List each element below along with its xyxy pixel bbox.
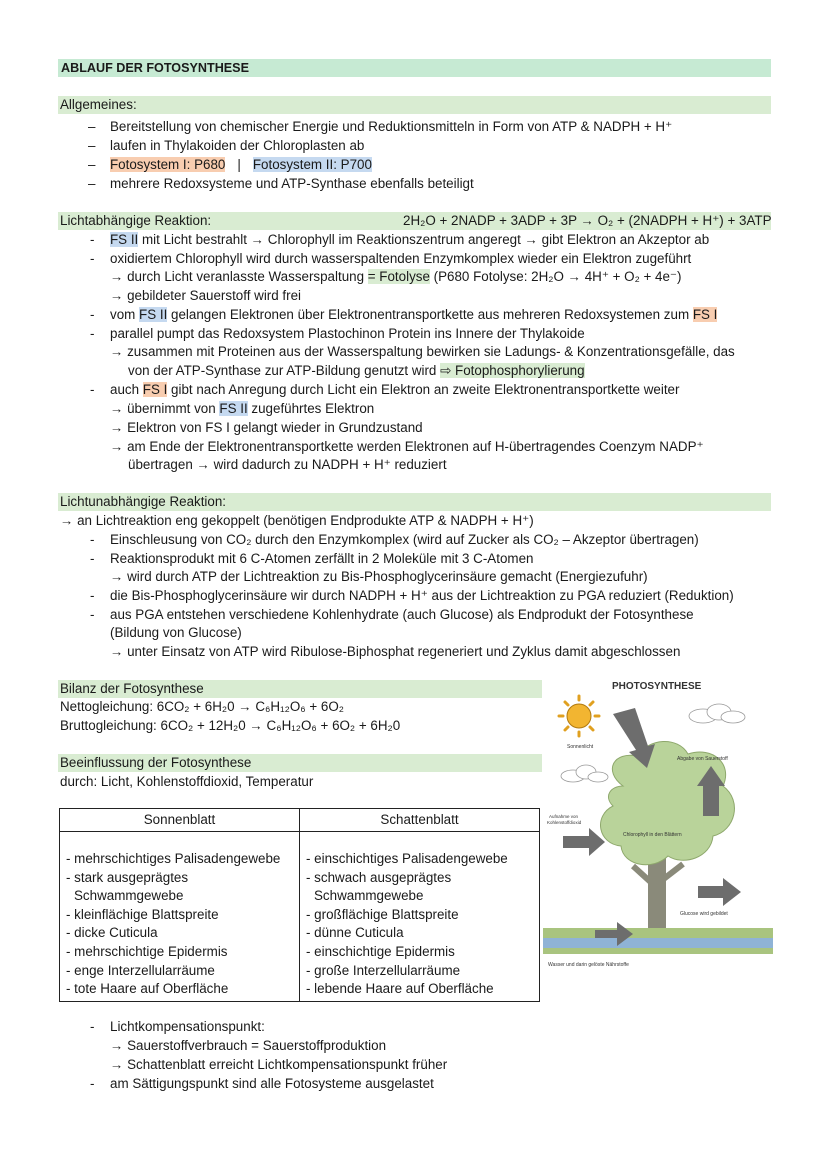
fotosystem-line [110, 156, 372, 174]
list-item: oxidiertem Chlorophyll wird durch wasserspaltenden Enzymkomplex wieder ein Elektron zugeführt [110, 251, 692, 266]
table-cell-schattenblatt [300, 832, 540, 1002]
photosynthesis-diagram [543, 676, 773, 976]
label-sauerstoff: Abgabe von Sauerstoff [677, 756, 728, 762]
list-item: aus PGA entstehen verschiedene Kohlenhydrate (auch Glucose) als Endprodukt der Fotosynthese [110, 607, 694, 622]
page-title: ABLAUF DER FOTOSYNTHESE [61, 61, 249, 75]
fs2-highlight: FS II [219, 401, 248, 416]
arrow-glucose-icon [698, 878, 741, 906]
list-item: Bereitstellung von chemischer Energie und Reduktionsmitteln in Form von ATP & NADPH + H⁺ [110, 119, 673, 134]
list-item-cont: (Bildung von Glucose) [110, 625, 242, 640]
bullet-dash: - [90, 232, 95, 247]
list-item [110, 306, 717, 324]
bruttogleichung: Bruttogleichung: 6CO₂ + 12H₂0 → C₆H₁₂O₆ + 6O₂ + 6H₂0 [60, 718, 401, 733]
bullet-dash: - [90, 251, 95, 266]
table-cell-sonnenblatt [60, 832, 300, 1002]
text: gelangen Elektronen über Elektronentransportkette aus mehreren Redoxsystemen zum [167, 307, 693, 322]
cloud-icon [689, 704, 745, 723]
list-item: die Bis-Phosphoglycerinsäure wir durch NADPH + H⁺ aus der Lichtreaktion zu PGA reduziert (Reduktion) [110, 588, 734, 603]
label-sonnenlicht: Sonnenlicht [567, 744, 594, 750]
bullet-dash: – [88, 138, 96, 153]
label-chlorophyll: Chlorophyll in den Blättern [623, 832, 682, 838]
table-row: - mehrschichtiges Palisadengewebe [66, 851, 281, 866]
table-row: - einschichtige Epidermis [306, 943, 455, 959]
table-row: Schwammgewebe [74, 888, 184, 904]
bullet-dash: - [90, 607, 95, 622]
sub-item: → Sauerstoffverbrauch = Sauerstoffproduktion [110, 1038, 387, 1053]
label-glucose: Glucose wird gebildet [680, 911, 728, 917]
table-row: - kleinflächige Blattspreite [66, 906, 219, 922]
text: von der ATP-Synthase zur ATP-Bildung genutzt wird [128, 363, 441, 378]
diagram-title: PHOTOSYNTHESE [612, 681, 702, 692]
sub-item: → zusammen mit Proteinen aus der Wasserspaltung bewirken sie Ladungs- & Konzentrationsgefälle, das [110, 344, 735, 359]
fs2-highlight: FS II [139, 307, 168, 322]
table-header-sonnenblatt: Sonnenblatt [60, 809, 300, 832]
list-item: mehrere Redoxsysteme und ATP-Synthase ebenfalls beteiligt [110, 176, 474, 191]
sub-item: → am Ende der Elektronentransportkette werden Elektronen auf H-übertragendes Coenzym NADP⁺ [110, 439, 704, 454]
table-row: - lebende Haare auf Oberfläche [306, 981, 494, 997]
heading-beeinflussung: Beeinflussung der Fotosynthese [60, 755, 252, 770]
table-row: - dünne Cuticula [306, 925, 404, 941]
soil-layer [543, 948, 773, 954]
comparison-table [59, 808, 540, 1002]
sub-item: übertragen → wird dadurch zu NADPH + H⁺ reduziert [128, 457, 447, 472]
list-item: am Sättigungspunkt sind alle Fotosysteme ausgelastet [110, 1076, 434, 1091]
table-header-schattenblatt: Schattenblatt [300, 809, 540, 832]
bullet-dash: - [90, 551, 95, 566]
sub-item: → gebildeter Sauerstoff wird frei [110, 288, 302, 303]
label-co2-2: Kohlenstoffdioxid [547, 820, 582, 825]
bullet-dash: - [90, 326, 95, 341]
fotophosphorylierung-highlight: ⇨ Fotophosphorylierung [440, 363, 585, 378]
bullet-dash: – [88, 119, 96, 134]
text: (P680 Fotolyse: 2H₂O → 4H⁺ + O₂ + 4e⁻) [429, 269, 682, 284]
table-row: - schwach ausgeprägtes [306, 869, 452, 885]
fs2-highlight: Fotosystem II: P700 [252, 157, 372, 172]
sub-item: → unter Einsatz von ATP wird Ribulose-Biphosphat regeneriert und Zyklus damit abgeschlossen [110, 644, 681, 659]
licht-equation: 2H₂O + 2NADP + 3ADP + 3P → O₂ + (2NADPH + H⁺) + 3ATP [403, 213, 772, 228]
table-row: - tote Haare auf Oberfläche [66, 981, 229, 997]
soil-layer [543, 928, 773, 938]
bullet-dash: - [90, 382, 95, 397]
fs1-highlight: Fotosystem I: P680 [110, 157, 226, 172]
list-item: Reaktionsprodukt mit 6 C-Atomen zerfällt in 2 Moleküle mit 3 C-Atomen [110, 551, 534, 566]
label-wasser: Wasser und darin gelöste Nährstoffe [548, 962, 629, 968]
fotolyse-highlight: = Fotolyse [367, 269, 430, 284]
sub-item: → Elektron von FS I gelangt wieder in Grundzustand [110, 420, 423, 435]
list-item: Einschleusung von CO₂ durch den Enzymkomplex (wird auf Zucker als CO₂ – Akzeptor übertragen) [110, 532, 699, 547]
sun-icon [559, 696, 599, 736]
list-item [110, 231, 709, 249]
heading-bilanz: Bilanz der Fotosynthese [60, 681, 204, 696]
table-row: - einschichtiges Palisadengewebe [306, 851, 508, 866]
nettogleichung: Nettogleichung: 6CO₂ + 6H₂0 → C₆H₁₂O₆ + 6O₂ [60, 699, 344, 714]
list-item [110, 381, 679, 399]
text: vom [110, 307, 140, 322]
table-row: - dicke Cuticula [66, 925, 158, 941]
table-row: - mehrschichtige Epidermis [66, 943, 228, 959]
text: gibt nach Anregung durch Licht ein Elektron an zweite Elektronentransportkette weiter [167, 382, 680, 397]
beeinflussung-text: durch: Licht, Kohlenstoffdioxid, Temperatur [60, 774, 314, 789]
list-item: laufen in Thylakoiden der Chloroplasten ab [110, 138, 365, 153]
intro-line: → an Lichtreaktion eng gekoppelt (benötigen Endprodukte ATP & NADPH + H⁺) [60, 513, 534, 528]
bullet-dash: - [90, 1019, 95, 1034]
table-row: - großflächige Blattspreite [306, 906, 459, 922]
bullet-dash: - [90, 1076, 95, 1091]
text: zugeführtes Elektron [247, 401, 375, 416]
table-row: - enge Interzellularräume [66, 962, 215, 978]
sub-item: → wird durch ATP der Lichtreaktion zu Bis-Phosphoglycerinsäure gemacht (Energiezufuhr) [110, 569, 648, 584]
text: auch [110, 382, 143, 397]
sub-item [110, 400, 374, 418]
fs-separator: | [237, 157, 241, 172]
bullet-dash: - [90, 532, 95, 547]
table-row: Schwammgewebe [314, 888, 424, 904]
heading-dunkel: Lichtunabhängige Reaktion: [60, 494, 227, 509]
table-row: - stark ausgeprägtes [66, 869, 189, 885]
sub-item [128, 362, 585, 380]
list-item: Lichtkompensationspunkt: [110, 1019, 265, 1034]
sub-item [110, 268, 681, 286]
cloud-icon [561, 765, 608, 782]
label-co2-1: Aufnahme von [549, 814, 579, 819]
fs1-highlight: FS I [692, 307, 718, 322]
sub-item: → Schattenblatt erreicht Lichtkompensationspunkt früher [110, 1057, 448, 1072]
water-layer [543, 938, 773, 948]
bullet-dash: - [90, 588, 95, 603]
text: → durch Licht veranlasste Wasserspaltung [110, 269, 368, 284]
text: → übernimmt von [110, 401, 220, 416]
fs2-highlight: FS II [110, 232, 139, 247]
arrow-co2-icon [563, 828, 605, 856]
bullet-dash: – [88, 176, 96, 191]
heading-allgemeines: Allgemeines: [60, 97, 137, 112]
fs1-highlight: FS I [142, 382, 168, 397]
bullet-dash: – [88, 157, 96, 172]
bullet-dash: - [90, 307, 95, 322]
table-row: - große Interzellularräume [306, 962, 461, 978]
text: mit Licht bestrahlt → Chlorophyll im Reaktionszentrum angeregt → gibt Elektron an Akzeptor ab [138, 232, 710, 247]
heading-licht: Lichtabhängige Reaktion: [60, 213, 212, 228]
section-band-allgemeines [58, 96, 771, 114]
list-item: parallel pumpt das Redoxsystem Plastochinon Protein ins Innere der Thylakoide [110, 326, 585, 341]
